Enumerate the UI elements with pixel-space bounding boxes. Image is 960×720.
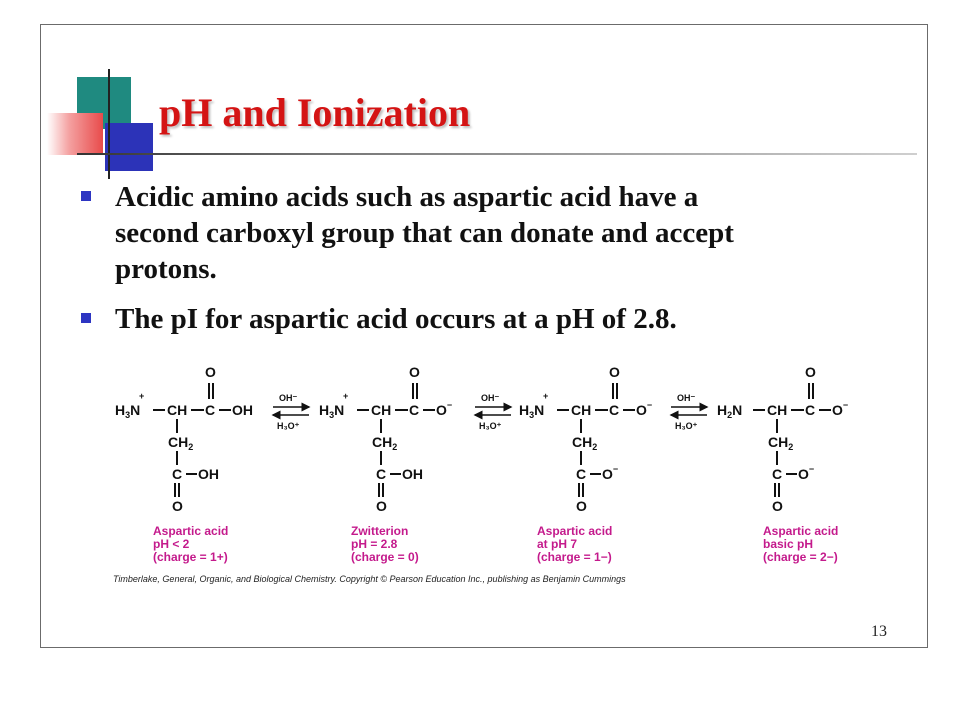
svg-text:OH⁻: OH⁻ [677,393,696,403]
svg-text:C: C [609,402,620,418]
svg-text:Aspartic acid: Aspartic acid [537,524,613,538]
equilibrium-arrows-3 [671,393,707,431]
svg-text:CH: CH [167,402,188,418]
figure-credit: Timberlake, General, Organic, and Biological Chemistry. Copyright © Pearson Education Inc., publishing as Benjamin Cummings [113,574,626,584]
svg-text:C: C [172,466,183,482]
svg-text:O−: O− [436,400,453,418]
svg-text:CH: CH [371,402,392,418]
svg-text:C: C [376,466,387,482]
svg-text:Zwitterion: Zwitterion [351,524,409,538]
structure-ph7 [519,364,652,514]
equilibrium-arrows-2 [475,393,511,431]
svg-text:H₃O⁺: H₃O⁺ [277,421,300,431]
aspartic-acid-ionization-diagram [41,355,927,595]
caption-4 [763,524,838,564]
svg-text:CH2: $CH_2$ [372,434,398,452]
svg-text:Aspartic acid: Aspartic acid [153,524,229,538]
svg-text:(charge = 1+): (charge = 1+) [153,550,228,564]
decor-red-square [47,113,103,155]
svg-text:O: O [805,364,816,380]
title-underline [77,153,917,155]
svg-text:OH⁻: OH⁻ [279,393,298,403]
decor-vertical-line [108,69,110,179]
svg-text:O: O [376,498,387,514]
svg-text:pH = 2.8: pH = 2.8 [351,537,398,551]
svg-text:C: C [772,466,783,482]
bullet-square-icon [81,191,91,201]
decor-blue-square [105,123,153,171]
equilibrium-arrows-1 [273,393,309,431]
svg-text:H3N: $H_3N$ [519,402,545,420]
structure-zwitterion [319,364,452,514]
svg-text:O−: O− [636,400,653,418]
svg-text:O−: O− [602,464,619,482]
svg-text:O−: O− [798,464,815,482]
svg-text:(charge = 1−): (charge = 1−) [537,550,612,564]
svg-text:H₃O⁺: H₃O⁺ [479,421,502,431]
svg-text:O: O [409,364,420,380]
caption-2 [351,524,419,564]
svg-text:H3N: $H_3N$ [319,402,345,420]
slide-title: pH and Ionization [159,90,471,135]
svg-text:OH: OH [402,466,423,482]
svg-text:H2N: $H_2N$ [717,402,743,420]
svg-text:O: O [205,364,216,380]
svg-text:C: C [576,466,587,482]
svg-text:O: O [609,364,620,380]
svg-text:(charge = 2−): (charge = 2−) [763,550,838,564]
svg-text:basic pH: basic pH [763,537,814,551]
svg-text:+: + [139,391,145,401]
svg-text:CH2: $CH_2$ [168,434,194,452]
svg-text:OH⁻: OH⁻ [481,393,500,403]
svg-text:(charge = 0): (charge = 0) [351,550,419,564]
svg-text:CH: CH [767,402,788,418]
bullet-square-icon [81,313,91,323]
svg-text:at pH 7: at pH 7 [537,537,578,551]
structure-protonated [115,364,253,514]
svg-text:OH: OH [232,402,253,418]
bullet-text: The pI for aspartic acid occurs at a pH of 2.8. [115,303,677,335]
svg-text:pH < 2: pH < 2 [153,537,190,551]
svg-text:C: C [805,402,816,418]
svg-text:O: O [576,498,587,514]
svg-text:Aspartic acid: Aspartic acid [763,524,839,538]
svg-text:OH: OH [198,466,219,482]
svg-text:H3N: $H_3N$ [115,402,141,420]
svg-text:C: C [409,402,420,418]
svg-text:+: + [343,391,349,401]
page-number: 13 [871,623,887,640]
svg-text:+: + [543,391,549,401]
svg-text:O: O [772,498,783,514]
svg-text:O: O [172,498,183,514]
slide [40,24,928,648]
caption-1 [153,524,228,564]
svg-text:C: C [205,402,216,418]
caption-3 [537,524,612,564]
svg-text:CH2: $CH_2$ [572,434,598,452]
bullet-text: Acidic amino acids such as aspartic acid have a second carboxyl group that can donate and accept protons. [115,181,734,285]
svg-text:CH: CH [571,402,592,418]
structure-basic [717,364,848,514]
svg-text:H₃O⁺: H₃O⁺ [675,421,698,431]
svg-text:O−: O− [832,400,849,418]
svg-text:CH2: $CH_2$ [768,434,794,452]
